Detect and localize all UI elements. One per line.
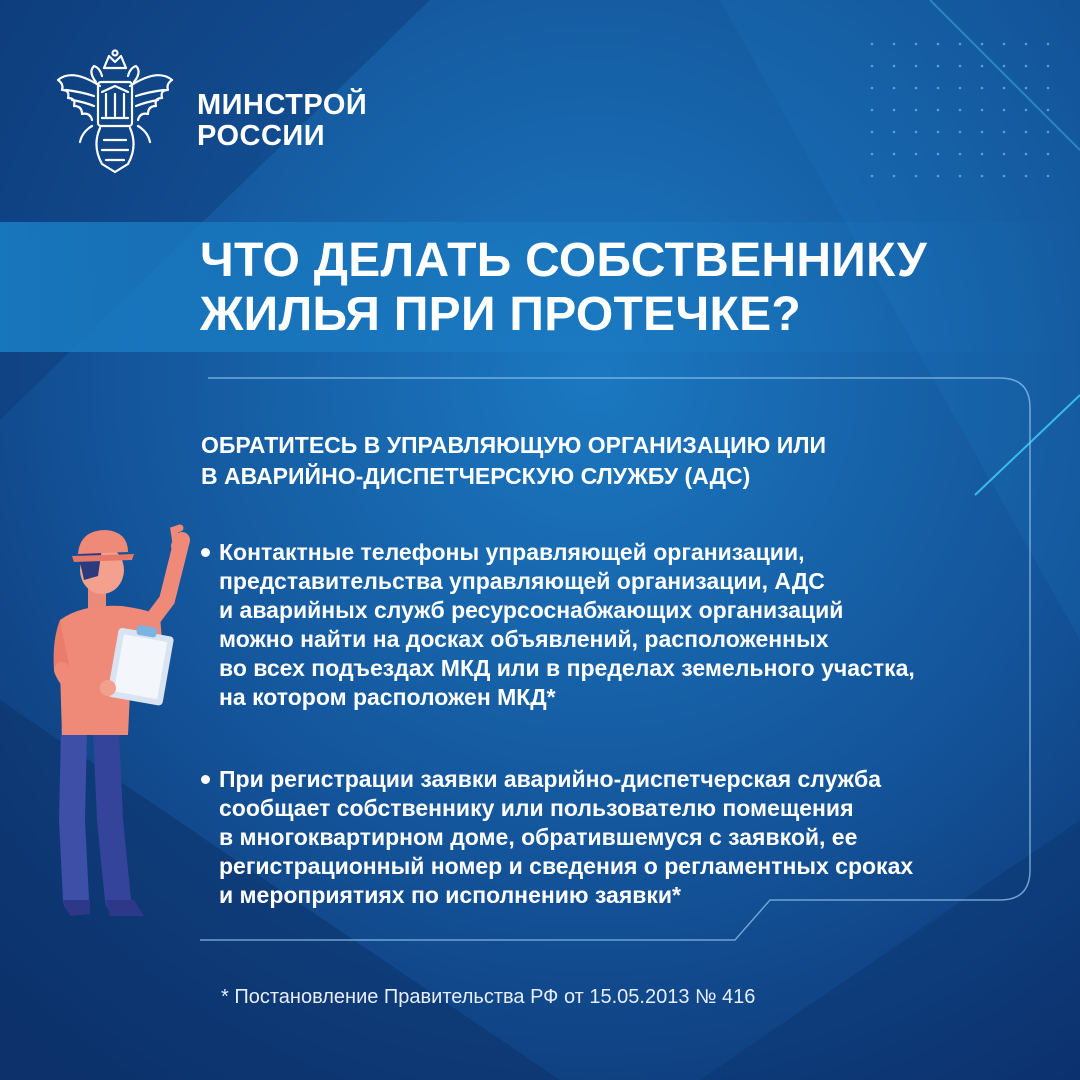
footnote: * Постановление Правительства РФ от 15.05.2013 № 416 [221, 986, 756, 1008]
subtitle-line-1: ОБРАТИТЕСЬ В УПРАВЛЯЮЩУЮ ОРГАНИЗАЦИЮ ИЛИ [201, 432, 826, 458]
title-line-1: ЧТО ДЕЛАТЬ СОБСТВЕННИКУ [200, 234, 928, 287]
bullet-item-registration [201, 765, 1001, 910]
brand-line-2: РОССИИ [197, 120, 326, 152]
emblem-logo-icon [52, 46, 178, 178]
title-line-2: ЖИЛЬЯ ПРИ ПРОТЕЧКЕ? [200, 288, 802, 341]
bullet-item-contacts [201, 538, 1001, 712]
bullet-text: Контактные телефоны управляющей организации, представительства управляющей организации, АДС и аварийных служб ресурсоснабжающих организаций можно найти на досках объявлений, расположенных во всех подъездах МКД или в пределах земельного участка, на котором расположен МКД* [219, 539, 915, 710]
section-subtitle [201, 430, 1001, 492]
brand-name [197, 90, 367, 152]
worker-illustration-icon [22, 520, 222, 930]
page-title [200, 234, 1060, 342]
subtitle-line-2: В АВАРИЙНО-ДИСПЕТЧЕРСКУЮ СЛУЖБУ (АДС) [201, 463, 751, 489]
brand-line-1: МИНСТРОЙ [197, 89, 368, 121]
bullet-text: При регистрации заявки аварийно-диспетчерская служба сообщает собственнику или пользователю помещения в многоквартирном доме, обратившемуся с заявкой, ее регистрационный номер и сведения о регламентных сроках и мероприятиях по исполнению заявки* [219, 766, 914, 908]
